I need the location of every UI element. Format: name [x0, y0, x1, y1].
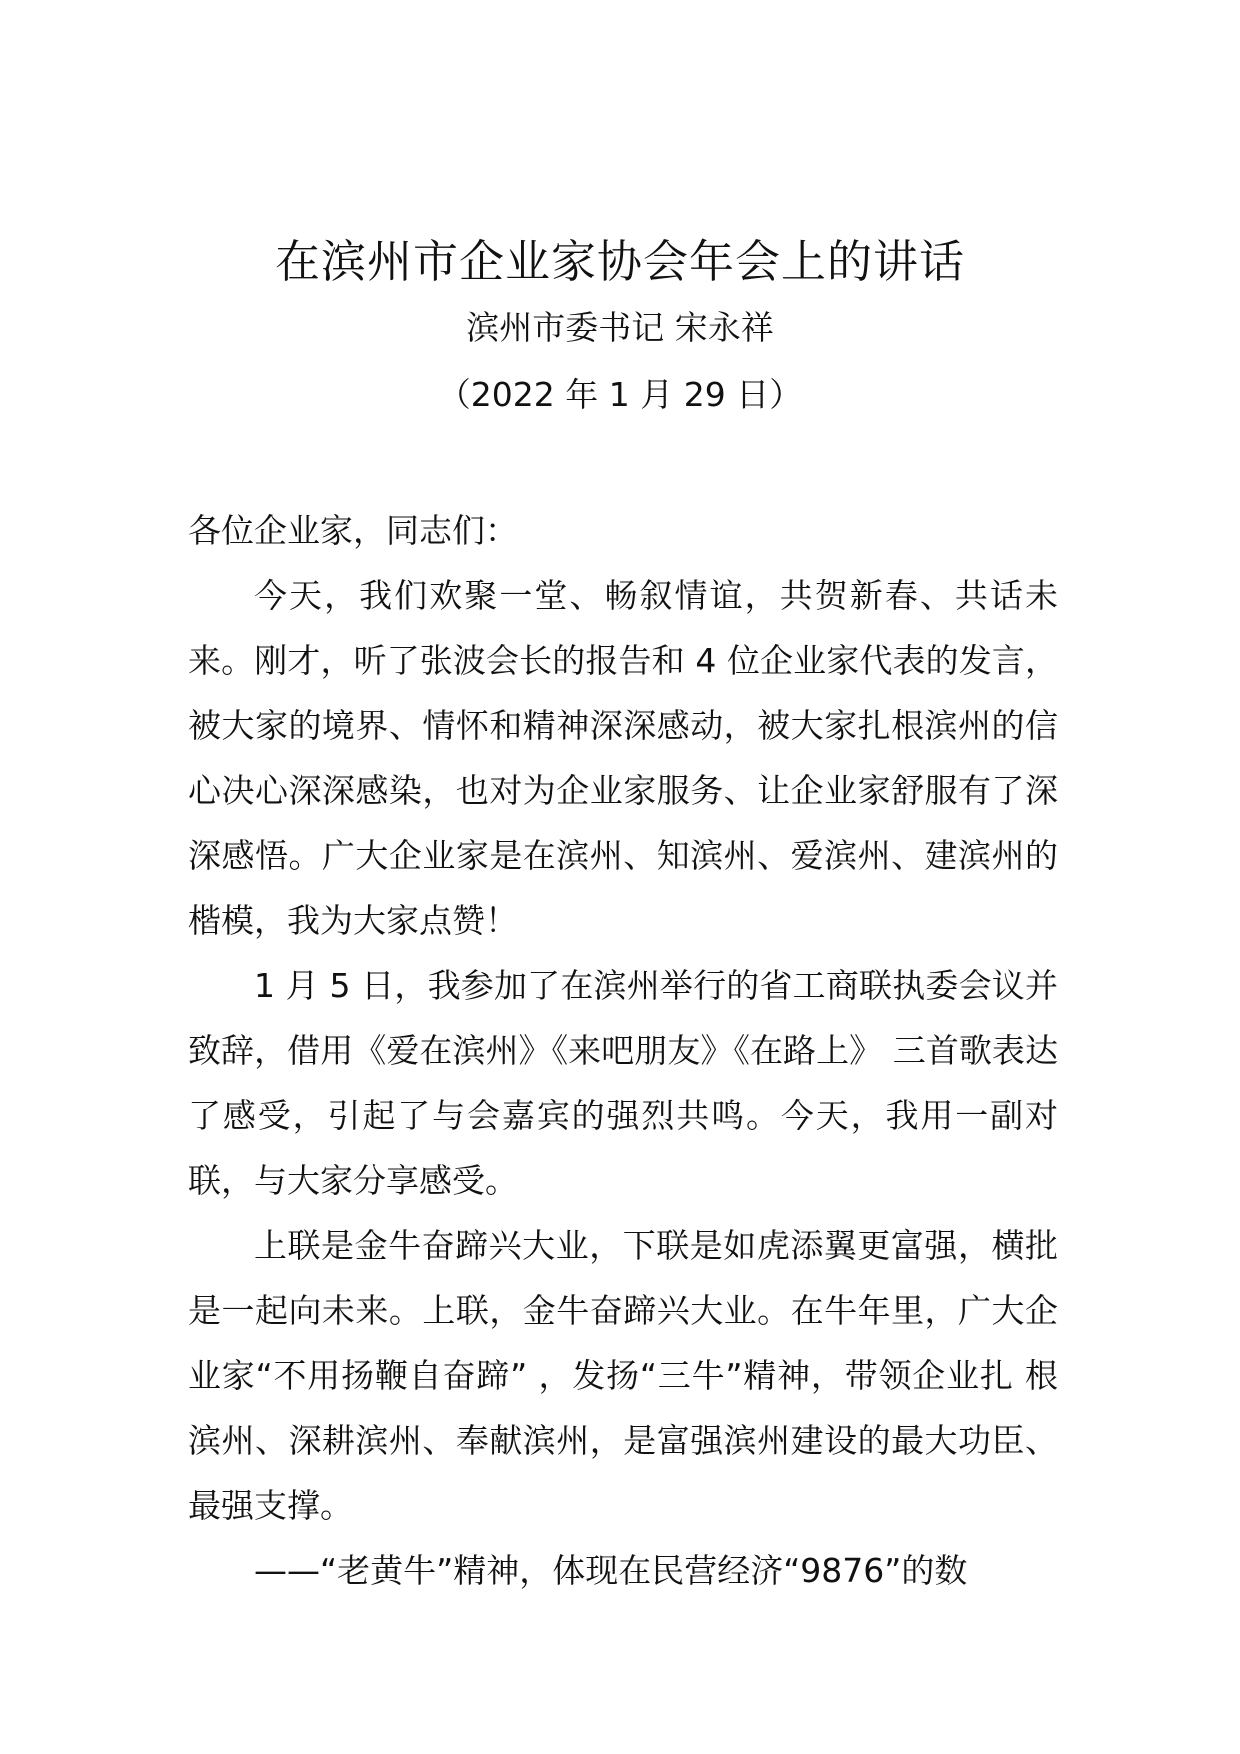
greeting: 各位企业家，同志们： — [188, 511, 518, 550]
document-date: （2022 年 1 月 29 日） — [437, 375, 803, 414]
paragraph-2: 1 月 5 日，我参加了在滨州举行的省工商联执委会议并致辞，借用《爱在滨州》《来吧朋友》《在路上》 三首歌表达了感受，引起了与会嘉宾的强烈共鸣。今天，我用一副对联，与大家分享感受。 — [188, 966, 1058, 1200]
document-author: 滨州市委书记 宋永祥 — [466, 308, 774, 347]
document-title: 在滨州市企业家协会年会上的讲话 — [274, 235, 965, 288]
paragraph-1: 今天，我们欢聚一堂、畅叙情谊，共贺新春、共话未来。刚才，听了张波会长的报告和 4 位企业家代表的发言，被大家的境界、情怀和精神深深感动，被大家扎根滨州的信心决心深深感染，也对为企业家服务、让企业家舒服有了深深感悟。广大企业家是在滨州、知滨州、爱滨州、建滨州的楷模，我为大家点赞！ — [188, 576, 1058, 940]
paragraph-3: 上联是金牛奋蹄兴大业，下联是如虎添翼更富强，横批是一起向未来。上联，金牛奋蹄兴大业。在牛年里，广大企业家“不用扬鞭自奋蹄” ，发扬“三牛”精神，带领企业扎 根滨州、深耕滨州、奉献滨州，是富强滨州建设的最大功臣、最强支撑。 — [188, 1226, 1058, 1525]
paragraph-4: ——“老黄牛”精神，体现在民营经济“9876”的数 — [254, 1551, 968, 1590]
